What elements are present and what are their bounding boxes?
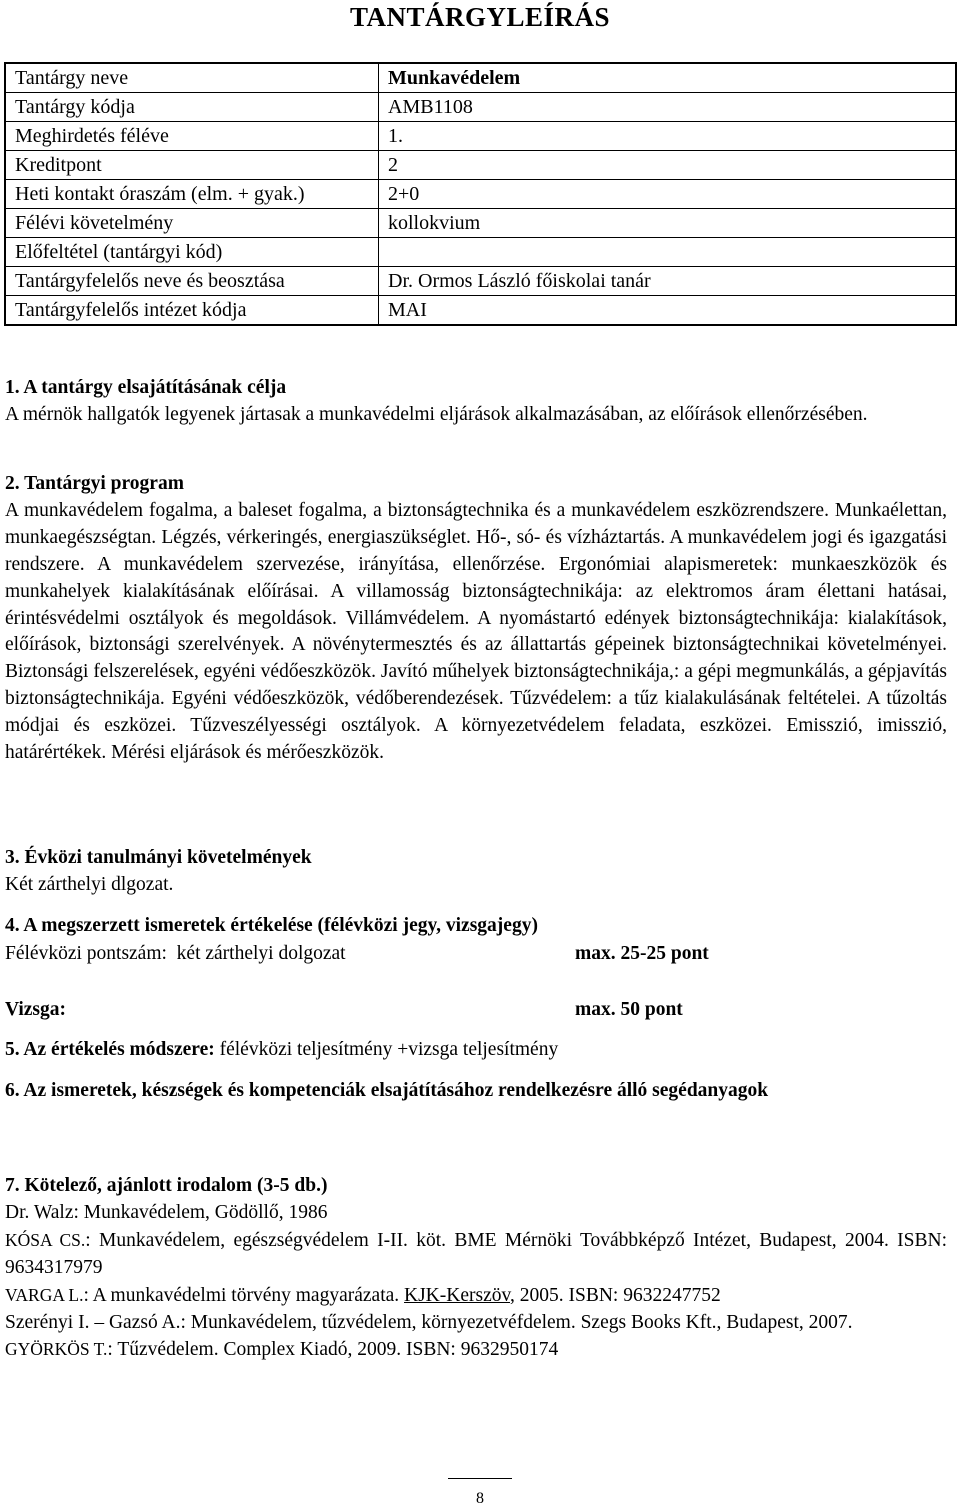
reference-part: Szerényi I. – Gazsó A.: Munkavédelem, tűzvédelem, környezetvéfdelem. Szegs Books Kft., Budapest, 2007.: [5, 1311, 853, 1333]
course-info-table: [4, 62, 957, 326]
reference-item: [5, 1200, 947, 1227]
info-row: [5, 267, 956, 296]
info-row: [5, 180, 956, 209]
reference-item: [5, 1336, 947, 1364]
midterm-label: Félévközi pontszám: két zárthelyi dolgozat: [5, 943, 346, 964]
info-row: [5, 93, 956, 122]
reference-part: GYÖRKÖS T.: [5, 1339, 108, 1360]
section-7-heading: 7. Kötelező, ajánlott irodalom (3-5 db.): [5, 1175, 328, 1196]
section-2-heading: 2. Tantárgyi program: [5, 473, 184, 494]
footer-divider: [448, 1478, 512, 1479]
section-5: [5, 1037, 947, 1064]
info-key: Tantárgyfelelős neve és beosztása: [5, 267, 379, 296]
section-5-heading: 5. Az értékelés módszere:: [5, 1039, 215, 1060]
section-7: [5, 1173, 947, 1364]
info-value: [379, 238, 957, 267]
info-row: [5, 296, 956, 326]
section-3-heading: 3. Évközi tanulmányi követelmények: [5, 847, 312, 868]
info-row: [5, 63, 956, 93]
info-value: 1.: [379, 122, 957, 151]
document-title: TANTÁRGYLEÍRÁS: [349, 2, 611, 32]
reference-item: [5, 1227, 947, 1282]
info-row: [5, 238, 956, 267]
reference-part: : Tűzvédelem. Complex Kiadó, 2009. ISBN: 9632950174: [107, 1339, 559, 1361]
info-key: Tantárgyfelelős intézet kódja: [5, 296, 379, 326]
section-2-body: A munkavédelem fogalma, a baleset fogalma, a biztonságtechnika és a munkavédelem eszközrendszere. Munkaélettan, munkaegészségtan. Légzés, vérkeringés, energiaszükséglet. Hő-, só- és vízháztartás. A munkavédelem jogi és igazgatási rendszere. A munkavédelem szervezése, irányítása, ellenőrzése. Ergonómiai alapismeretek: munkaeszközök és munkahelyek kialakításának előírásai. A villamosság biztonságtechnikája: az elektromos áram élettani hatásai, érintésvédelmi osztályok és megoldások. Villámvédelem. A nyomástartó edények biztonságtechnikája: kialakítások, előírások, biztonsági szerelvények. A növénytermesztés és az állattartás gépeinek biztonságtechnikai követelményei. Biztonsági felszerelések, egyéni védőeszközök. Javító műhelyek biztonságtechnikája,: a gépi megmunkálás, a gépjavítás biztonságtechnikája. Egyéni védőeszközök, védőberendezések. Tűzvédelem: a tűz kialakulásának feltételei. A tűzoltás módjai és eszközei. Tűzveszélyességi osztályok. A környezetvédelem feladata, eszközei. Emisszió, imisszió, határértékek. Mérési eljárások és mérőeszközök.: [5, 499, 947, 764]
reference-part: VARGA L.: [5, 1284, 84, 1305]
section-6: [5, 1078, 947, 1105]
info-key: Meghirdetés féléve: [5, 122, 379, 151]
info-key: Előfeltétel (tantárgyi kód): [5, 238, 379, 267]
reference-item: [5, 1310, 947, 1337]
info-key: Heti kontakt óraszám (elm. + gyak.): [5, 180, 379, 209]
info-key: Tantárgy kódja: [5, 93, 379, 122]
section-1: [5, 375, 947, 429]
reference-list: [5, 1200, 947, 1364]
exam-value: max. 50 pont: [575, 999, 683, 1020]
reference-part: KÓSA CS.: [5, 1229, 86, 1250]
grade-row-exam: [5, 996, 947, 1024]
reference-part: : Munkavédelem, egészségvédelem I-II. köt. BME Mérnöki Továbbképző Intézet, Budapest, 2004. ISBN: 9634317979: [5, 1229, 947, 1278]
info-value: kollokvium: [379, 209, 957, 238]
info-value: MAI: [379, 296, 957, 326]
reference-part: Dr. Walz: Munkavédelem, Gödöllő, 1986: [5, 1201, 328, 1223]
info-value: Munkavédelem: [379, 63, 957, 93]
section-6-heading: 6. Az ismeretek, készségek és kompetenciák elsajátításához rendelkezésre álló segédanyagok: [5, 1080, 769, 1101]
info-row: [5, 209, 956, 238]
info-key: Tantárgy neve: [5, 63, 379, 93]
section-4: [5, 913, 947, 940]
info-row: [5, 151, 956, 180]
info-value: Dr. Ormos László főiskolai tanár: [379, 267, 957, 296]
info-key: Félévi követelmény: [5, 209, 379, 238]
info-row: [5, 122, 956, 151]
section-3: [5, 845, 947, 899]
info-value: 2+0: [379, 180, 957, 209]
reference-part: KJK-Kerszöv: [404, 1284, 510, 1306]
info-value: AMB1108: [379, 93, 957, 122]
section-1-heading: 1. A tantárgy elsajátításának célja: [5, 377, 287, 398]
exam-label: Vizsga:: [5, 999, 67, 1020]
reference-part: : A munkavédelmi törvény magyarázata.: [83, 1284, 405, 1306]
section-4-heading: 4. A megszerzett ismeretek értékelése (félévközi jegy, vizsgajegy): [5, 915, 538, 936]
section-1-body: A mérnök hallgatók legyenek jártasak a munkavédelmi eljárások alkalmazásában, az előírások ellenőrzésében.: [5, 403, 868, 425]
section-5-body: félévközi teljesítmény +vizsga teljesítmény: [214, 1039, 559, 1060]
info-key: Kreditpont: [5, 151, 379, 180]
reference-item: [5, 1282, 947, 1310]
reference-part: , 2005. ISBN: 9632247752: [509, 1284, 721, 1306]
section-2: [5, 471, 947, 767]
section-3-body: Két zárthelyi dlgozat.: [5, 873, 174, 895]
grade-row-midterm: [5, 940, 947, 968]
page-number: 8: [476, 1490, 484, 1507]
midterm-value: max. 25-25 pont: [575, 943, 709, 964]
info-value: 2: [379, 151, 957, 180]
